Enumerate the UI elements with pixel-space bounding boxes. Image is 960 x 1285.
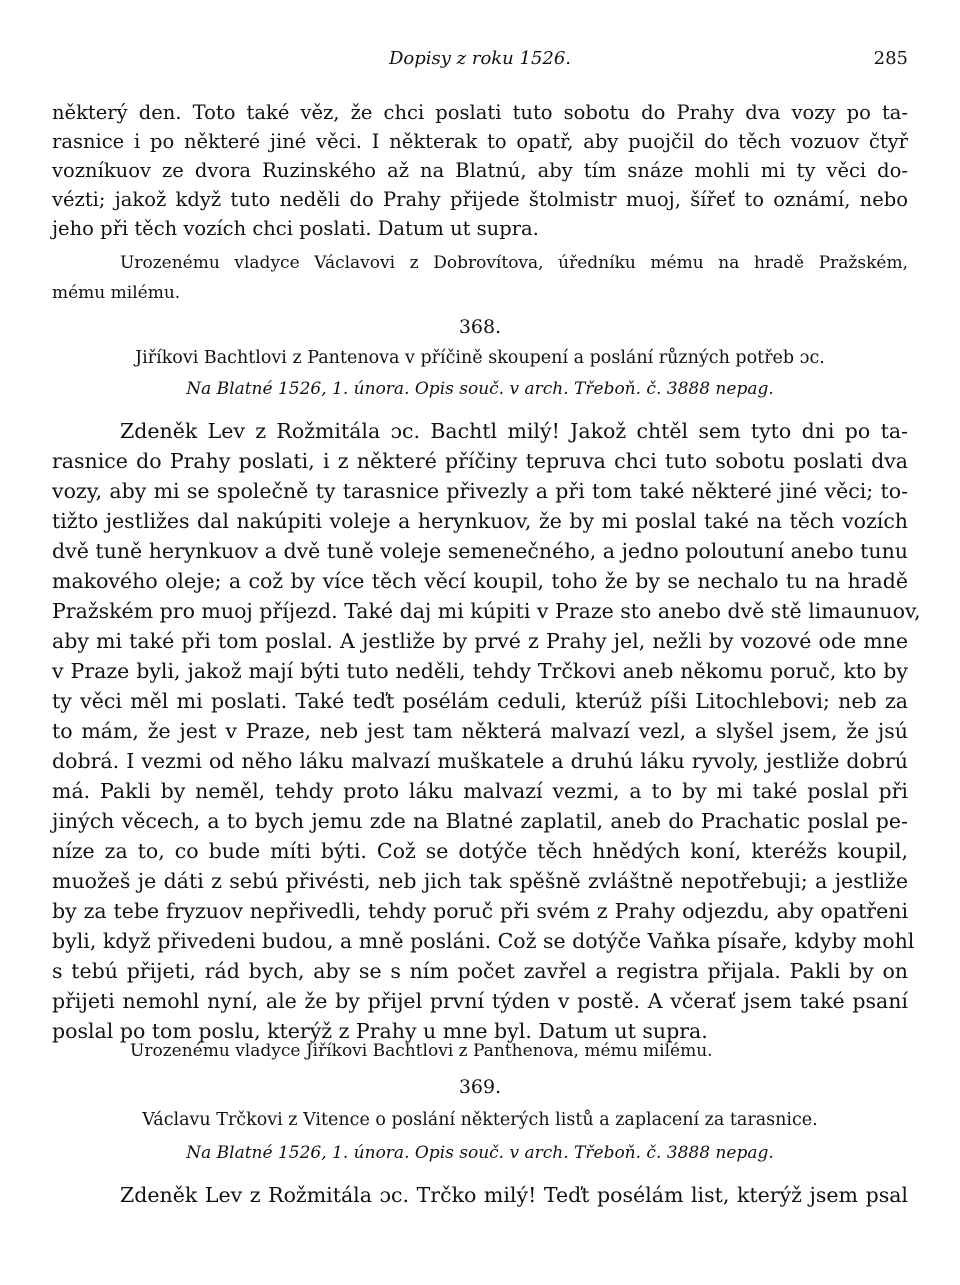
text-line: by za tebe fryzuov nepřivedli, tehdy poruč při svém z Prahy odjezdu, aby opatřeni <box>52 899 908 923</box>
letter-368-heading <box>52 312 908 404</box>
text-line: ty věci měl mi poslati. Také teďt posélám ceduli, kterúž píši Litochlebovi; neb za <box>52 689 908 713</box>
prev-letter-text <box>52 98 908 243</box>
prev-letter-address <box>52 248 908 308</box>
text-line: jiných věcech, a to bych jemu zde na Blatné zaplatil, aneb do Prachatic poslal pe- <box>52 809 908 833</box>
text-line: dobrá. I vezmi od něho láku malvazí muškatele a druhú láku ryvoly, jestliže dobrú <box>52 749 908 773</box>
text-line: Zdeněk Lev z Rožmitála ɔc. Bachtl milý! Jakož chtěl sem tyto dni po ta- <box>120 419 908 443</box>
text-line: vozy, aby mi se společně ty tarasnice přivezly a při tom také některé jiné věci; to- <box>52 479 908 503</box>
letter-summary: Jiříkovi Bachtlovi z Pantenova v příčině skoupení a poslání různých potřeb ɔc. <box>135 348 825 368</box>
text-line: rasnice do Prahy poslati, i z některé příčiny tepruva chci tuto sobotu poslati dva <box>52 449 908 473</box>
text-line: dvě tuně herynkuov a dvě tuně voleje semenečného, a jedno poloutuní anebo tunu <box>52 539 908 563</box>
letter-number: 368. <box>458 316 502 338</box>
text-line: Zdeněk Lev z Rožmitála ɔc. Trčko milý! Teďt posélám list, kterýž jsem psal <box>120 1183 908 1207</box>
page-number: 285 <box>873 48 908 69</box>
text-line: v Praze byli, jakož mají býti tuto neděli, tehdy Trčkovi aneb někomu poruč, kto by <box>52 659 908 683</box>
letter-source: Na Blatné 1526, 1. února. Opis souč. v arch. Třeboň. č. 3888 nepag. <box>186 1143 774 1163</box>
letter-368-body <box>52 416 921 1046</box>
text-line: muožeš je dáti z sebú přivésti, neb jich tak spěšně zvláštně nepotřebuji; a jestliže <box>52 869 908 893</box>
text-line: to mám, že jest v Praze, neb jest tam některá malvazí vezl, a slyšel jsem, že jsú <box>52 719 908 743</box>
text-line: tižto jestližes dal nakúpiti voleje a herynkuov, že by mi poslal také na těch vozích <box>52 509 908 533</box>
letter-369-heading <box>52 1072 908 1168</box>
page-header <box>52 48 908 74</box>
letter-source: Na Blatné 1526, 1. února. Opis souč. v arch. Třeboň. č. 3888 nepag. <box>186 379 774 399</box>
letter-368-address <box>52 1036 908 1066</box>
letter-summary: Václavu Trčkovi z Vitence o poslání některých listů a zaplacení za tarasnice. <box>142 1110 818 1130</box>
text-line: přijeti nemohl nyní, ale že by přijel první týden v postě. A včerať jsem také psaní <box>52 989 908 1013</box>
running-title: Dopisy z roku 1526. <box>388 48 572 69</box>
address-line: Urozenému vladyce Václavovi z Dobrovítova, úředníku mému na hradě Pražském, <box>120 253 908 273</box>
text-line: vozníkuov ze dvora Ruzinského až na Blatnú, aby tím snáze mohli mi ty věci do- <box>52 159 908 182</box>
text-line: vézti; jakož když tuto neděli do Prahy přijede štolmistr muoj, šířeť to oznámí, nebo <box>52 188 908 211</box>
text-line: některý den. Toto také věz, že chci poslati tuto sobotu do Prahy dva vozy po ta- <box>52 101 908 124</box>
address-line: Urozenému vladyce Jiříkovi Bachtlovi z Panthenova, mému milému. <box>130 1041 713 1061</box>
text-line: s tebú přijeti, rád bych, aby se s ním počet zavřel a registra přijala. Pakli by on <box>52 959 908 983</box>
text-line: aby mi také při tom poslal. A jestliže by prvé z Prahy jel, nežli by vozové ode mne <box>52 629 908 653</box>
text-line: má. Pakli by neměl, tehdy proto láku malvazí vezmi, a to by mi také poslal při <box>52 779 908 803</box>
text-line: Pražském pro muoj příjezd. Také daj mi kúpiti v Praze sto anebo dvě stě limaunuov, <box>52 599 921 623</box>
address-line: mému milému. <box>52 283 181 303</box>
text-line: jeho při těch vozích chci poslati. Datum ut supra. <box>52 217 539 240</box>
text-line: rasnice i po některé jiné věci. I některak to opatř, aby puojčil do těch vozuov čtyř <box>52 130 908 153</box>
text-line: byli, když přivedeni budou, a mně posláni. Což se dotýče Vaňka písaře, kdyby mohl <box>52 929 915 953</box>
text-line: poslal po tom poslu, kterýž z Prahy u mne byl. Datum ut supra. <box>52 1019 708 1043</box>
text-line: níze za to, co bude míti býti. Což se dotýče těch hnědých koní, kteréžs koupil, <box>52 839 908 863</box>
letter-number: 369. <box>458 1076 502 1098</box>
text-line: makového oleje; a což by více těch věcí koupil, toho že by se nechalo tu na hradě <box>52 569 908 593</box>
letter-369-body <box>52 1180 908 1210</box>
